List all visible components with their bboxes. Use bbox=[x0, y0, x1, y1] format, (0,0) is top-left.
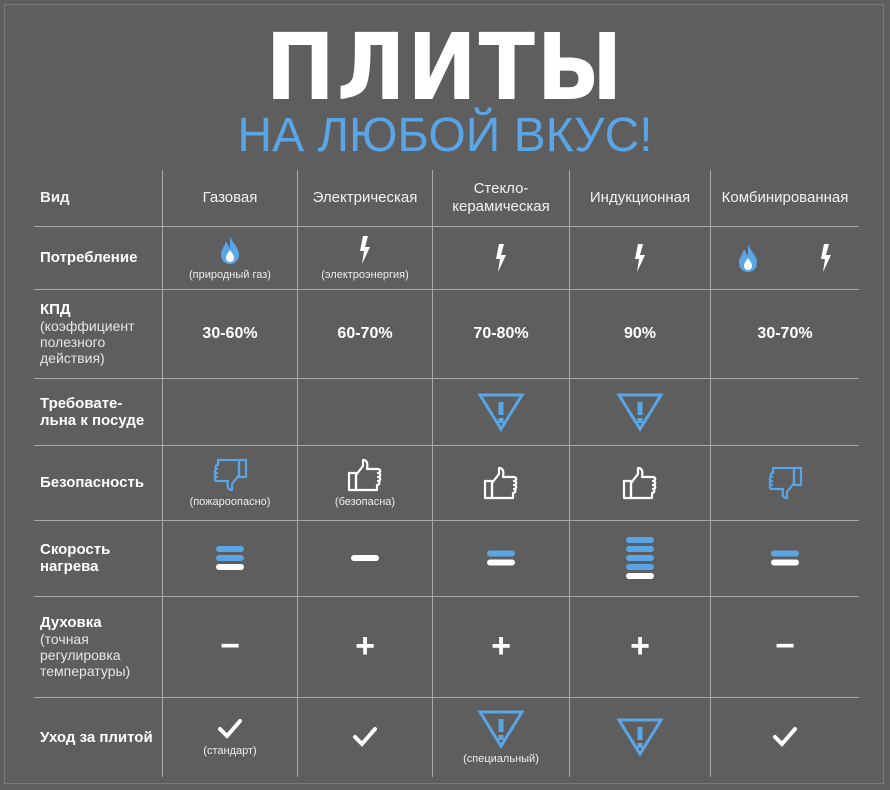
col-electric: Электрическая bbox=[298, 170, 433, 226]
cell-safety-glass bbox=[433, 445, 570, 520]
gas-flame-icon bbox=[219, 235, 241, 265]
row-speed bbox=[34, 520, 859, 596]
lightning-icon bbox=[818, 243, 834, 273]
oven-induction-plus-icon: + bbox=[570, 596, 711, 697]
cell-care-combined bbox=[711, 697, 860, 777]
cell-consumption-gas bbox=[163, 226, 298, 289]
row-oven bbox=[34, 596, 859, 697]
cell-consumption-glass bbox=[433, 226, 570, 289]
oven-label: Духовка bbox=[40, 614, 102, 631]
speed-bar bbox=[216, 555, 244, 561]
caption-gas: (природный газ) bbox=[189, 268, 271, 281]
row-efficiency bbox=[34, 289, 859, 378]
cell-cookware-combined bbox=[711, 378, 860, 445]
row-label-care: Уход за плитой bbox=[40, 728, 153, 746]
cell-speed-electric bbox=[298, 520, 433, 596]
cookware-label-1: Требовате- bbox=[40, 394, 123, 412]
cell-speed-gas bbox=[163, 520, 298, 596]
cell-safety-induction bbox=[570, 445, 711, 520]
speed-bar bbox=[626, 546, 654, 552]
row-label-kind: Вид bbox=[34, 170, 163, 226]
header-row bbox=[34, 170, 859, 226]
warning-icon bbox=[616, 717, 664, 757]
oven-electric-plus-icon: + bbox=[298, 596, 433, 697]
speed-bar bbox=[626, 573, 654, 579]
caption-safe: (безопасна) bbox=[334, 495, 396, 508]
speed-bar bbox=[487, 560, 515, 566]
speed-bars-icon bbox=[769, 535, 801, 581]
oven-gas-minus-icon: − bbox=[163, 596, 298, 697]
lightning-icon bbox=[632, 243, 648, 273]
speed-bar bbox=[626, 564, 654, 570]
lightning-icon bbox=[357, 235, 373, 265]
warning-icon bbox=[477, 709, 525, 749]
col-combined: Комбинированная bbox=[711, 170, 860, 226]
lightning-icon bbox=[493, 243, 509, 273]
efficiency-combined: 30-70% bbox=[711, 289, 860, 378]
cell-speed-combined bbox=[711, 520, 860, 596]
cell-care-induction bbox=[570, 697, 711, 777]
efficiency-label-sub: (коэффициент полезного действия) bbox=[40, 318, 135, 366]
cell-care-glass bbox=[433, 697, 570, 777]
col-glass-ceramic-label: Стекло-керамическая bbox=[452, 179, 550, 215]
cell-cookware-glass bbox=[433, 378, 570, 445]
speed-bar bbox=[351, 555, 379, 561]
caption-standard: (стандарт) bbox=[203, 745, 257, 758]
col-gas: Газовая bbox=[163, 170, 298, 226]
check-icon bbox=[352, 725, 378, 749]
row-label-efficiency bbox=[34, 289, 163, 378]
cell-cookware-gas bbox=[163, 378, 298, 445]
cell-cookware-induction bbox=[570, 378, 711, 445]
row-label-oven bbox=[34, 596, 163, 697]
check-icon bbox=[772, 725, 798, 749]
cell-consumption-electric bbox=[298, 226, 433, 289]
speed-bars-icon bbox=[349, 535, 381, 581]
speed-bar bbox=[216, 546, 244, 552]
speed-bars-icon bbox=[485, 535, 517, 581]
speed-bar bbox=[626, 555, 654, 561]
caption-special: (специальный) bbox=[463, 753, 539, 766]
row-consumption bbox=[34, 226, 859, 289]
cell-speed-induction bbox=[570, 520, 711, 596]
cell-safety-gas bbox=[163, 445, 298, 520]
gas-flame-icon bbox=[737, 243, 759, 273]
cell-safety-electric bbox=[298, 445, 433, 520]
row-cookware bbox=[34, 378, 859, 445]
warning-icon bbox=[616, 392, 664, 432]
row-safety bbox=[34, 445, 859, 520]
caption-fire-hazard: (пожароопасно) bbox=[189, 495, 271, 508]
efficiency-label: КПД bbox=[40, 301, 71, 318]
row-label-cookware bbox=[34, 378, 163, 445]
check-icon bbox=[217, 717, 243, 741]
speed-bars-icon bbox=[214, 535, 246, 581]
oven-combined-minus-icon: − bbox=[711, 596, 860, 697]
efficiency-gas: 30-60% bbox=[163, 289, 298, 378]
speed-bars-icon bbox=[624, 535, 656, 581]
row-label-speed: Скорость нагрева bbox=[34, 520, 163, 596]
row-label-safety: Безопасность bbox=[34, 445, 163, 520]
speed-bar bbox=[771, 551, 799, 557]
thumbs-down-icon bbox=[767, 466, 803, 500]
speed-bar bbox=[487, 551, 515, 557]
efficiency-glass: 70-80% bbox=[433, 289, 570, 378]
row-label-consumption: Потребление bbox=[34, 226, 163, 289]
cell-speed-glass bbox=[433, 520, 570, 596]
efficiency-induction: 90% bbox=[570, 289, 711, 378]
comparison-table bbox=[34, 170, 859, 777]
cell-consumption-induction bbox=[570, 226, 711, 289]
cell-care-electric bbox=[298, 697, 433, 777]
row-care bbox=[34, 697, 859, 777]
cell-safety-combined bbox=[711, 445, 860, 520]
cell-consumption-combined bbox=[711, 226, 860, 289]
cookware-label-2: льна к посуде bbox=[40, 411, 145, 429]
caption-electric: (электроэнергия) bbox=[321, 268, 409, 281]
efficiency-electric: 60-70% bbox=[298, 289, 433, 378]
page-subtitle: НА ЛЮБОЙ ВКУС! bbox=[237, 109, 653, 162]
speed-bar bbox=[771, 560, 799, 566]
thumbs-down-icon bbox=[212, 458, 248, 492]
speed-bar bbox=[626, 537, 654, 543]
speed-bar bbox=[216, 564, 244, 570]
cell-cookware-electric bbox=[298, 378, 433, 445]
oven-glass-plus-icon: + bbox=[433, 596, 570, 697]
oven-label-sub: (точная регулировка температуры) bbox=[40, 631, 131, 679]
col-glass-ceramic bbox=[433, 170, 570, 226]
thumbs-up-icon bbox=[347, 458, 383, 492]
thumbs-up-icon bbox=[483, 466, 519, 500]
cell-care-gas bbox=[163, 697, 298, 777]
col-induction: Индукционная bbox=[570, 170, 711, 226]
page-title: ПЛИТЫ bbox=[265, 14, 625, 121]
warning-icon bbox=[477, 392, 525, 432]
thumbs-up-icon bbox=[622, 466, 658, 500]
